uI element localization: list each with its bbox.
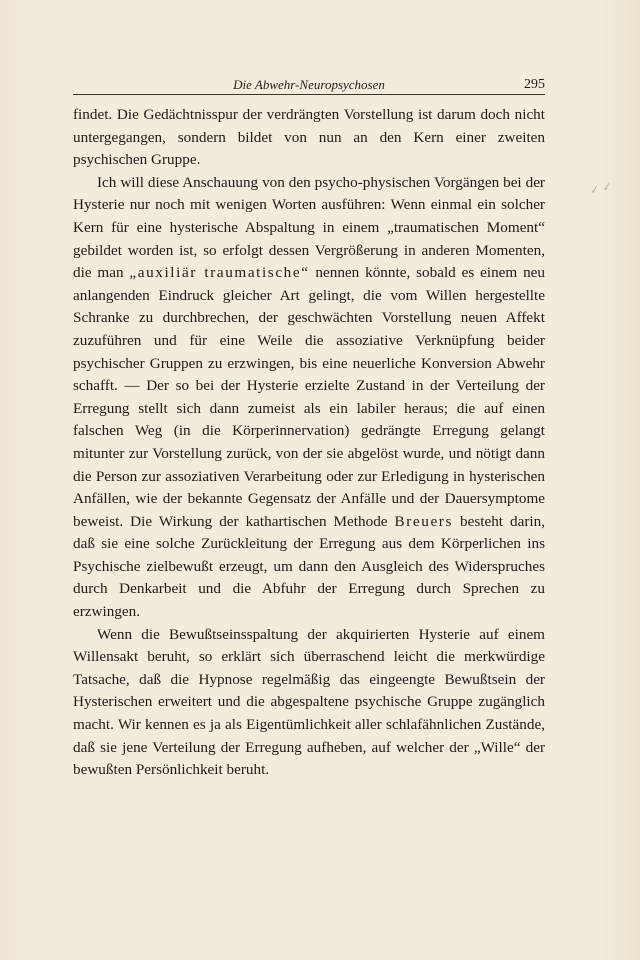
paragraph-2 [73, 172, 545, 624]
emphasized-term: „auxiliär traumatische“ [129, 264, 310, 282]
paragraph-3: Wenn die Bewußtseinsspaltung der akquirierten Hysterie auf einem Willensakt beruht, so erklärt sich überraschend leicht die merkwürdige Tatsache, daß die Hypnose regelmäßig das eingeengte Bewußtsein der Hysterischen erweitert und die abgespaltene psychische Gruppe zugänglich macht. Wir kennen es ja als Eigentümlichkeit aller schlafähnlichen Zustände, daß sie jene Verteilung der Erregung aufheben, auf welcher der „Wille“ der bewußten Persönlichkeit beruht. [73, 625, 545, 779]
page-number: 295 [524, 77, 545, 92]
body-text [73, 104, 545, 782]
author-name: Breuers [394, 512, 453, 530]
paragraph-2-part-3: besteht darin, daß sie eine solche Zurückleitung der Erregung aus dem Körperlichen ins Psychische zielbewußt erzeugt, um dann den Ausgleich des Widerspruches durch Denkarbeit und die Abfuhr der Erregung durch Sprechen zu erzwingen. [73, 512, 545, 621]
paragraph-2-part-2: nennen könnte, sobald es einem neu anlangenden Eindruck gleicher Art gelingt, die vom Willen hergestellte Schranke zu durchbrechen, der geschwächten Vorstellung neuen Affekt zuzuführen und für eine Weile die assoziative Verknüpfung beider psychischer Gruppen zu erzwingen, bis eine neuerliche Konversion Abwehr schafft. — Der so bei der Hysterie erzielte Zustand in der Verteilung der Erregung stellt sich dann zumeist als ein labiler heraus; die auf einen falschen Weg (in die Körperinnervation) gedrängte Erregung gelangt mitunter zur Vorstellung zurück, von der sie abgelöst wurde, und nötigt dann die Person zur assoziativen Verarbeitung oder zur Erledigung in hysterischen Anfällen, wie der bekannte Gegensatz der Anfälle und der Dauersymptome beweist. Die Wirkung der kathartischen Methode [73, 264, 546, 530]
paragraph-2-part-1: Ich will diese Anschauung von den psycho-physischen Vorgängen bei der Hysterie nur noch mit wenigen Worten ausführen: Wenn einmal ein solcher Kern für eine hysterische Abspaltung in einem „traumatischen Moment“ gebildet worden ist, so erfolgt dessen Vergrößerung in anderen Momenten, die man [73, 173, 545, 282]
running-title: Die Abwehr-Neuropsychosen [233, 77, 385, 92]
margin-pencil-mark: ✓ ✓ [588, 179, 614, 198]
running-header [73, 76, 545, 95]
paragraph-1: findet. Die Gedächtnisspur der verdrängten Vorstellung ist darum doch nicht untergegangen, sondern bildet von nun an den Kern einer zweiten psychischen Gruppe. [73, 106, 545, 169]
